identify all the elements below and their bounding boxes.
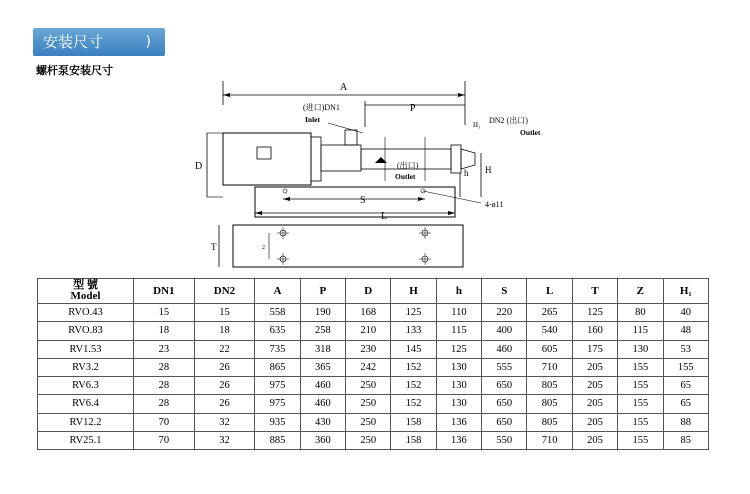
table-cell: 540 bbox=[527, 322, 572, 340]
table-cell: 158 bbox=[391, 431, 436, 449]
table-cell: 155 bbox=[618, 358, 663, 376]
table-cell: 220 bbox=[482, 304, 527, 322]
dim-T-label: T bbox=[211, 242, 217, 252]
table-cell: 805 bbox=[527, 377, 572, 395]
table-cell: 460 bbox=[300, 377, 345, 395]
table-cell: 975 bbox=[255, 377, 300, 395]
table-cell: 32 bbox=[194, 431, 255, 449]
page-subtitle: 螺杆泵安装尺寸 bbox=[36, 64, 113, 77]
table-cell: 152 bbox=[391, 358, 436, 376]
column-header: L bbox=[527, 279, 572, 304]
table-cell: 155 bbox=[618, 377, 663, 395]
table-cell: 28 bbox=[134, 377, 195, 395]
table-cell: 70 bbox=[134, 413, 195, 431]
table-cell: 975 bbox=[255, 395, 300, 413]
table-cell: 650 bbox=[482, 377, 527, 395]
table-cell: 155 bbox=[663, 358, 708, 376]
model-cell: RVO.83 bbox=[38, 322, 134, 340]
table-cell: 15 bbox=[194, 304, 255, 322]
table-cell: 115 bbox=[436, 322, 481, 340]
table-cell: 710 bbox=[527, 431, 572, 449]
table-row bbox=[38, 358, 709, 376]
dim-L-label: L bbox=[381, 211, 388, 222]
table-cell: 635 bbox=[255, 322, 300, 340]
table-cell: 805 bbox=[527, 395, 572, 413]
dim-P-label: P bbox=[410, 103, 416, 114]
table-cell: 26 bbox=[194, 377, 255, 395]
table-cell: 865 bbox=[255, 358, 300, 376]
dim-D-label: D bbox=[195, 161, 203, 172]
table-cell: 133 bbox=[391, 322, 436, 340]
table-cell: 130 bbox=[618, 340, 663, 358]
column-header: h bbox=[436, 279, 481, 304]
table-cell: 80 bbox=[618, 304, 663, 322]
table-cell: 935 bbox=[255, 413, 300, 431]
column-header: DN2 bbox=[194, 279, 255, 304]
model-cell: RV12.2 bbox=[38, 413, 134, 431]
table-cell: 130 bbox=[436, 358, 481, 376]
column-header: A bbox=[255, 279, 300, 304]
outlet-en-label: Outlet bbox=[395, 172, 416, 181]
table-cell: 265 bbox=[527, 304, 572, 322]
table-cell: 205 bbox=[572, 358, 617, 376]
table-cell: 558 bbox=[255, 304, 300, 322]
table-body bbox=[38, 304, 709, 450]
table-row bbox=[38, 395, 709, 413]
table-cell: 110 bbox=[436, 304, 481, 322]
table-cell: 205 bbox=[572, 413, 617, 431]
column-header: H₁ bbox=[663, 279, 708, 304]
table-cell: 430 bbox=[300, 413, 345, 431]
table-cell: 205 bbox=[572, 431, 617, 449]
table-row bbox=[38, 340, 709, 358]
table-cell: 26 bbox=[194, 358, 255, 376]
table-cell: 360 bbox=[300, 431, 345, 449]
table-cell: 28 bbox=[134, 395, 195, 413]
table-cell: 26 bbox=[194, 395, 255, 413]
table-cell: 130 bbox=[436, 377, 481, 395]
table-cell: 190 bbox=[300, 304, 345, 322]
table-row bbox=[38, 413, 709, 431]
table-cell: 88 bbox=[663, 413, 708, 431]
dim-h-label: h bbox=[464, 168, 469, 178]
table-cell: 70 bbox=[134, 431, 195, 449]
table-cell: 155 bbox=[618, 413, 663, 431]
table-cell: 258 bbox=[300, 322, 345, 340]
table-cell: 250 bbox=[346, 431, 391, 449]
table-cell: 125 bbox=[572, 304, 617, 322]
table-row bbox=[38, 304, 709, 322]
table-cell: 115 bbox=[618, 322, 663, 340]
table-cell: 460 bbox=[482, 340, 527, 358]
column-header: Z bbox=[618, 279, 663, 304]
table-cell: 28 bbox=[134, 358, 195, 376]
table-cell: 125 bbox=[436, 340, 481, 358]
table-cell: 650 bbox=[482, 413, 527, 431]
dim-H-label: H bbox=[485, 165, 492, 175]
table-cell: 23 bbox=[134, 340, 195, 358]
column-header: D bbox=[346, 279, 391, 304]
model-cell: RV6.4 bbox=[38, 395, 134, 413]
table-cell: 318 bbox=[300, 340, 345, 358]
table-cell: 158 bbox=[391, 413, 436, 431]
section-header bbox=[33, 28, 165, 56]
table-cell: 18 bbox=[194, 322, 255, 340]
section-header-title: 安装尺寸 bbox=[43, 33, 104, 51]
table-cell: 885 bbox=[255, 431, 300, 449]
table-cell: 210 bbox=[346, 322, 391, 340]
table-cell: 155 bbox=[618, 395, 663, 413]
dn2-cn-label: DN2 (出口) bbox=[489, 116, 528, 125]
table-row bbox=[38, 377, 709, 395]
table-cell: 365 bbox=[300, 358, 345, 376]
table-cell: 145 bbox=[391, 340, 436, 358]
dim-A-label: A bbox=[340, 82, 348, 93]
model-cell: RV6.3 bbox=[38, 377, 134, 395]
table-cell: 205 bbox=[572, 377, 617, 395]
table-cell: 65 bbox=[663, 377, 708, 395]
inlet-en-label: Inlet bbox=[305, 115, 320, 124]
model-cell: RV1.53 bbox=[38, 340, 134, 358]
table-cell: 160 bbox=[572, 322, 617, 340]
table-cell: 460 bbox=[300, 395, 345, 413]
table-cell: 168 bbox=[346, 304, 391, 322]
table-cell: 175 bbox=[572, 340, 617, 358]
table-cell: 65 bbox=[663, 395, 708, 413]
table-cell: 53 bbox=[663, 340, 708, 358]
column-header: H bbox=[391, 279, 436, 304]
table-cell: 230 bbox=[346, 340, 391, 358]
table-cell: 735 bbox=[255, 340, 300, 358]
table-cell: 15 bbox=[134, 304, 195, 322]
table-cell: 152 bbox=[391, 377, 436, 395]
table-cell: 550 bbox=[482, 431, 527, 449]
model-cell: RV3.2 bbox=[38, 358, 134, 376]
model-cell: RV25.1 bbox=[38, 431, 134, 449]
table-cell: 605 bbox=[527, 340, 572, 358]
installation-dimensions-table bbox=[37, 278, 709, 450]
table-cell: 250 bbox=[346, 395, 391, 413]
table-cell: 48 bbox=[663, 322, 708, 340]
table-cell: 32 bbox=[194, 413, 255, 431]
column-header: DN1 bbox=[134, 279, 195, 304]
chevron-right-icon: ) bbox=[145, 34, 151, 50]
table-row bbox=[38, 431, 709, 449]
dn2-en-label: Outlet bbox=[520, 128, 541, 137]
table-cell: 650 bbox=[482, 395, 527, 413]
table-cell: 400 bbox=[482, 322, 527, 340]
model-header-cn: 型 號 bbox=[73, 279, 98, 291]
table-cell: 555 bbox=[482, 358, 527, 376]
outlet-cn-label: (出口) bbox=[397, 161, 419, 170]
dim-2-label: 2 bbox=[262, 245, 265, 251]
table-cell: 18 bbox=[134, 322, 195, 340]
table-cell: 136 bbox=[436, 413, 481, 431]
table-cell: 85 bbox=[663, 431, 708, 449]
column-header-model bbox=[38, 279, 134, 304]
column-header: S bbox=[482, 279, 527, 304]
table-cell: 152 bbox=[391, 395, 436, 413]
table-cell: 250 bbox=[346, 413, 391, 431]
table-cell: 205 bbox=[572, 395, 617, 413]
column-header: T bbox=[572, 279, 617, 304]
inlet-cn-label: (进口)DN1 bbox=[303, 103, 340, 112]
table-cell: 710 bbox=[527, 358, 572, 376]
table-cell: 136 bbox=[436, 431, 481, 449]
dim-H1-label: H₁ bbox=[473, 121, 481, 129]
dim-S-label: S bbox=[360, 195, 366, 206]
table-cell: 22 bbox=[194, 340, 255, 358]
column-header: P bbox=[300, 279, 345, 304]
table-header-row bbox=[38, 279, 709, 304]
table-cell: 805 bbox=[527, 413, 572, 431]
model-cell: RVO.43 bbox=[38, 304, 134, 322]
pump-installation-drawing bbox=[185, 75, 541, 275]
table-cell: 250 bbox=[346, 377, 391, 395]
model-header-en: Model bbox=[70, 290, 101, 302]
table-cell: 40 bbox=[663, 304, 708, 322]
table-cell: 130 bbox=[436, 395, 481, 413]
table-row bbox=[38, 322, 709, 340]
table-cell: 155 bbox=[618, 431, 663, 449]
bolts-label: 4-ø11 bbox=[485, 200, 504, 209]
table-cell: 242 bbox=[346, 358, 391, 376]
table-cell: 125 bbox=[391, 304, 436, 322]
